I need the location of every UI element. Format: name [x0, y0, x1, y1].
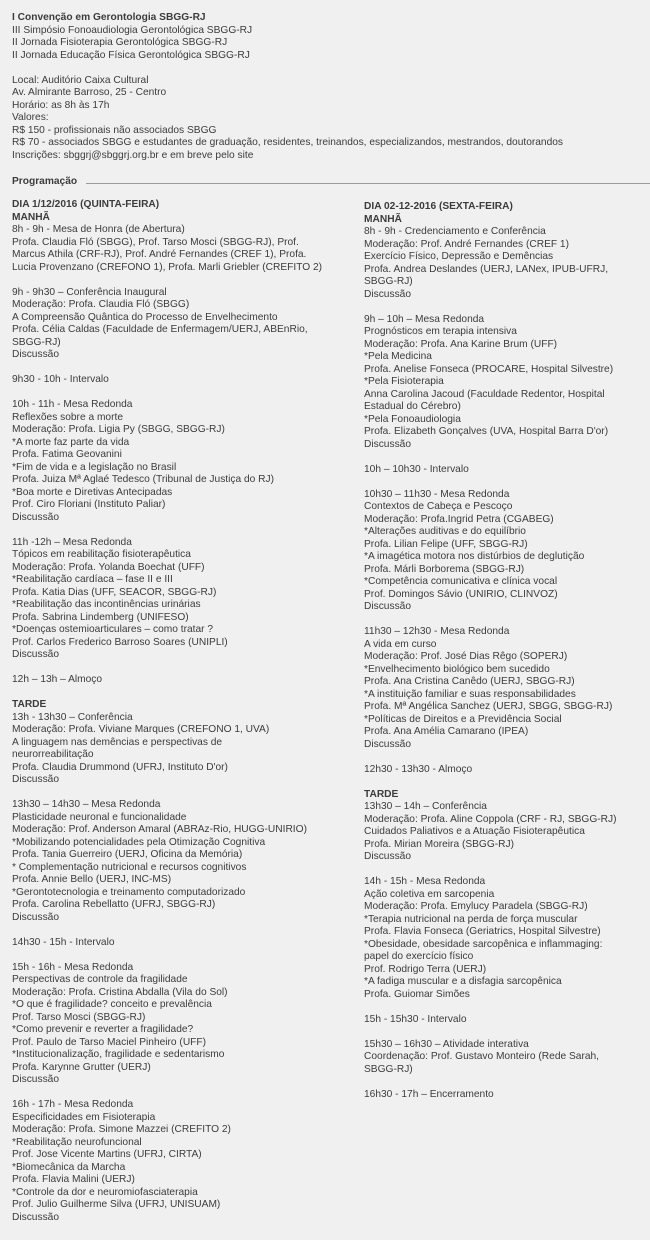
schedule-line: neurorreabilitação: [12, 749, 94, 760]
schedule-line: *Reabilitação cardíaca – fase II e III: [12, 574, 173, 585]
schedule-line: Discussão: [364, 601, 411, 612]
schedule-block: [12, 1099, 352, 1224]
schedule-line: Profa. Juiza Mª Aglaé Tedesco (Tribunal de Justiça do RJ): [12, 474, 274, 485]
spacer: [12, 62, 642, 75]
schedule-line: *A morte faz parte da vida: [12, 436, 130, 448]
schedule-line: *Fim de vida e a legislação no Brasil: [12, 461, 177, 473]
schedule-line: Profa. Annie Bello (UERJ, INC-MS): [12, 874, 172, 885]
schedule-line: Cuidados Paliativos e a Atuação Fisioterapêutica: [364, 826, 585, 837]
schedule-line: *Controle da dor e neuromiofasciaterapia: [12, 1186, 198, 1198]
schedule-line: Profa. Flavia Fonseca (Geriatrics, Hospital Silvestre): [364, 926, 601, 937]
schedule-line: Profa. Carolina Rebellatto (UFRJ, SBGG-RJ): [12, 899, 216, 910]
schedule-line: Moderação: Profa. Yolanda Boechat (UFF): [12, 561, 205, 573]
schedule-line: Prof. Carlos Frederico Barroso Soares (UNIPLI): [12, 636, 228, 648]
schedule-line: Discussão: [364, 288, 411, 300]
schedule-line: 10h30 – 11h30 - Mesa Redonda: [364, 488, 510, 500]
schedule-line: Profa. Guiomar Simões: [364, 988, 470, 1000]
schedule-line: Discussão: [12, 511, 59, 523]
schedule-line: Discussão: [12, 1074, 59, 1085]
schedule-line: Profa. Célia Caldas (Faculdade de Enfermagem/UERJ, ABEnRio,: [12, 324, 308, 335]
schedule-line: Prof. Tarso Mosci (SBGG-RJ): [12, 1011, 146, 1023]
schedule-line: Discussão: [364, 738, 411, 750]
day2-schedule-column: [364, 201, 650, 1114]
schedule-line: *O que é fragilidade? conceito e prevalência: [12, 999, 212, 1010]
schedule-line: Profa. Andrea Deslandes (UERJ, LANex, IPUB-UFRJ,: [364, 263, 609, 275]
schedule-line: *Terapia nutricional na perda de força muscular: [364, 913, 578, 925]
schedule-line: Discussão: [364, 438, 411, 450]
schedule-line: *A fadiga muscular e a disfagia sarcopênica: [364, 976, 562, 987]
programacao-heading-row: [12, 176, 650, 190]
header-line: Av. Almirante Barroso, 25 - Centro: [12, 87, 167, 98]
schedule-line: Perspectivas de controle da fragilidade: [12, 974, 188, 985]
schedule-line: Profa. Tania Guerreiro (UERJ, Oficina da Memória): [12, 849, 243, 860]
header-line: Local: Auditório Caixa Cultural: [12, 74, 149, 86]
schedule-block: [364, 1089, 650, 1102]
schedule-block: [364, 464, 650, 477]
schedule-line: Moderação: Profa.Ingrid Petra (CGABEG): [364, 513, 554, 525]
schedule-line: 16h30 - 17h – Encerramento: [364, 1088, 494, 1100]
schedule-block: [12, 962, 352, 1087]
schedule-line: Profa. Mirian Moreira (SBGG-RJ): [364, 838, 515, 850]
schedule-line: Moderação: Profa. Ana Karine Brum (UFF): [364, 338, 558, 350]
schedule-line: Profa. Katia Dias (UFF, SEACOR, SBGG-RJ): [12, 586, 217, 598]
header-line: Horário: as 8h às 17h: [12, 99, 110, 111]
schedule-line: Prof. Ciro Floriani (Instituto Paliar): [12, 499, 166, 510]
day1-schedule-column: [12, 199, 352, 1237]
schedule-line: Anna Carolina Jacoud (Faculdade Redentor, Hospital: [364, 388, 605, 400]
schedule-block: [12, 937, 352, 950]
schedule-line: Profa. Mª Angélica Sanchez (UERJ, SBGG, SBGG-RJ): [364, 701, 613, 712]
schedule-block: [364, 1014, 650, 1027]
header-line: Inscrições: sbggrj@sbggrj.org.br e em breve pelo site: [12, 149, 254, 161]
schedule-block: [364, 1039, 650, 1077]
schedule-line: Profa. Elizabeth Gonçalves (UVA, Hospital Barra D'or): [364, 426, 609, 437]
schedule-line: Moderação: Profa. Viviane Marques (CREFONO 1, UVA): [12, 724, 270, 735]
schedule-block: [12, 674, 352, 687]
schedule-block: [364, 876, 650, 1001]
schedule-line: Profa. Claudia Fló (SBGG), Prof. Tarso Mosci (SBGG-RJ), Prof.: [12, 236, 299, 248]
schedule-line: *Mobilizando potencialidades pela Otimização Cognitiva: [12, 836, 266, 848]
schedule-block: [364, 314, 650, 452]
schedule-line: Tópicos em reabilitação fisioterapêutica: [12, 549, 191, 560]
schedule-line: Discussão: [364, 851, 411, 862]
schedule-line: Profa. Karynne Grutter (UERJ): [12, 1061, 151, 1073]
schedule-line: Profa. Márli Borborema (SBGG-RJ): [364, 563, 525, 575]
schedule-line: SBGG-RJ): [364, 1063, 413, 1075]
event-title: I Convenção em Gerontologia SBGG-RJ: [12, 12, 206, 23]
schedule-line: *Boa morte e Diretivas Antecipadas: [12, 486, 173, 498]
schedule-line: 16h - 17h - Mesa Redonda: [12, 1099, 134, 1110]
schedule-line: 14h30 - 15h - Intervalo: [12, 936, 115, 948]
schedule-line: 11h -12h – Mesa Redonda: [12, 536, 132, 548]
schedule-block: [364, 764, 650, 777]
schedule-line: SBGG-RJ): [364, 276, 413, 287]
schedule-line: *Como prevenir e reverter a fragilidade?: [12, 1024, 194, 1035]
schedule-line: Discussão: [12, 1211, 59, 1223]
schedule-line: Profa. Ana Cristina Canêdo (UERJ, SBGG-RJ): [364, 676, 575, 687]
schedule-line: Moderação: Profa. Simone Mazzei (CREFITO 2): [12, 1124, 231, 1135]
schedule-line: Profa. Ana Amélia Camarano (IPEA): [364, 726, 529, 737]
schedule-line: Discussão: [12, 911, 59, 923]
schedule-line: *Pela Fisioterapia: [364, 376, 444, 387]
event-header: [12, 12, 642, 162]
schedule-line: Moderação: Prof. Anderson Amaral (ABRAz-Rio, HUGG-UNIRIO): [12, 824, 307, 835]
schedule-line: Marcus Athila (CRF-RJ), Prof. André Fernandes (CREF 1), Profa.: [12, 249, 307, 260]
header-line: II Jornada Educação Física Gerontológica SBGG-RJ: [12, 49, 250, 61]
schedule-line: 15h - 15h30 - Intervalo: [364, 1013, 467, 1025]
schedule-line: Prognósticos em terapia intensiva: [364, 326, 517, 337]
schedule-block: [12, 799, 352, 924]
schedule-block: [12, 374, 352, 387]
header-line: R$ 150 - profissionais não associados SBGG: [12, 124, 217, 136]
schedule-line: *Reabilitação das incontinências urinárias: [12, 599, 201, 610]
schedule-line: 8h - 9h - Mesa de Honra (de Abertura): [12, 224, 185, 235]
schedule-line: Especificidades em Fisioterapia: [12, 1111, 156, 1123]
schedule-line: Moderação: Profa. Cristina Abdalla (Vila do Sol): [12, 986, 228, 998]
schedule-line: A linguagem nas demências e perspectivas de: [12, 736, 223, 748]
schedule-line: *Competência comunicativa e clínica vocal: [364, 576, 558, 587]
schedule-line: 11h30 – 12h30 - Mesa Redonda: [364, 626, 510, 637]
schedule-block: [364, 489, 650, 614]
schedule-line: 14h - 15h - Mesa Redonda: [364, 876, 486, 887]
schedule-line: papel do exercício físico: [364, 951, 474, 962]
schedule-line: Profa. Fatima Geovanini: [12, 449, 122, 460]
schedule-line: *Institucionalização, fragilidade e sedentarismo: [12, 1049, 225, 1060]
schedule-line: A Compreensão Quântica do Processo de Envelhecimento: [12, 311, 278, 323]
schedule-line: 15h - 16h - Mesa Redonda: [12, 961, 134, 973]
schedule-line: 10h – 10h30 - Intervalo: [364, 463, 469, 475]
schedule-line: Contextos de Cabeça e Pescoço: [364, 501, 513, 512]
schedule-block: [12, 699, 352, 787]
schedule-line: Prof. Jose Vicente Martins (UFRJ, CIRTA): [12, 1149, 202, 1160]
schedule-block: [12, 287, 352, 362]
schedule-line: 9h30 - 10h - Intervalo: [12, 374, 109, 385]
schedule-line: * Complementação nutricional e recursos cognitivos: [12, 861, 247, 873]
schedule-line: A vida em curso: [364, 638, 437, 650]
schedule-line: 9h – 10h – Mesa Redonda: [364, 313, 485, 325]
schedule-line: *A imagética motora nos distúrbios de deglutição: [364, 551, 585, 562]
schedule-heading: TARDE: [364, 788, 399, 800]
schedule-line: Coordenação: Prof. Gustavo Monteiro (Rede Sarah,: [364, 1051, 600, 1062]
schedule-line: 10h - 11h - Mesa Redonda: [12, 399, 133, 410]
schedule-line: *Alterações auditivas e do equilíbrio: [364, 526, 526, 537]
schedule-line: 9h - 9h30 – Conferência Inaugural: [12, 286, 167, 298]
schedule-line: 12h30 - 13h30 - Almoço: [364, 763, 473, 775]
schedule-heading: DIA 1/12/2016 (QUINTA-FEIRA): [12, 199, 160, 210]
schedule-line: Reflexões sobre a morte: [12, 411, 123, 423]
schedule-block: [12, 399, 352, 524]
schedule-line: 13h - 13h30 – Conferência: [12, 711, 133, 723]
schedule-line: 13h30 – 14h – Conferência: [364, 801, 487, 812]
schedule-line: Profa. Flavia Malini (UERJ): [12, 1174, 135, 1185]
header-line: III Simpósio Fonoaudiologia Gerontológica SBGG-RJ: [12, 24, 253, 36]
schedule-line: Moderação: Profa. Claudia Fló (SBGG): [12, 299, 190, 310]
schedule-line: Moderação: Prof. André Fernandes (CREF 1): [364, 238, 569, 250]
schedule-line: Moderação: Prof. José Dias Rêgo (SOPERJ): [364, 651, 568, 662]
schedule-heading: MANHÃ: [364, 213, 402, 225]
schedule-line: Prof. Paulo de Tarso Maciel Pinheiro (UFF): [12, 1036, 207, 1048]
schedule-line: Lucia Provenzano (CREFONO 1), Profa. Marli Griebler (CREFITO 2): [12, 261, 323, 273]
schedule-block: [364, 789, 650, 864]
schedule-heading: TARDE: [12, 699, 47, 710]
programacao-title: Programação: [12, 176, 83, 189]
schedule-line: Exercício Físico, Depressão e Demências: [364, 251, 554, 262]
schedule-block: [12, 537, 352, 662]
schedule-line: Prof. Julio Guilherme Silva (UFRJ, UNISUAM): [12, 1199, 221, 1210]
schedule-line: *Políticas de Direitos e a Previdência Social: [364, 713, 562, 725]
header-line: R$ 70 - associados SBGG e estudantes de graduação, residentes, treinandos, especializandos, mestrandos, doutorandos: [12, 137, 564, 148]
schedule-line: Moderação: Profa. Ligia Py (SBGG, SBGG-RJ): [12, 424, 225, 435]
schedule-line: Prof. Rodrigo Terra (UERJ): [364, 963, 487, 975]
schedule-line: 12h – 13h – Almoço: [12, 674, 103, 685]
schedule-line: Prof. Domingos Sávio (UNIRIO, CLINVOZ): [364, 588, 558, 600]
schedule-heading: MANHÃ: [12, 211, 50, 223]
schedule-line: *Envelhecimento biológico bem sucedido: [364, 663, 550, 675]
schedule-line: Moderação: Profa. Aline Coppola (CRF - RJ, SBGG-RJ): [364, 813, 617, 825]
schedule-line: *Gerontotecnologia e treinamento computadorizado: [12, 886, 246, 898]
schedule-line: 8h - 9h - Credenciamento e Conferência: [364, 226, 546, 237]
schedule-line: Estadual do Cérebro): [364, 401, 461, 412]
schedule-line: Discussão: [12, 774, 59, 785]
schedule-line: 15h30 – 16h30 – Atividade interativa: [364, 1038, 529, 1050]
schedule-line: Profa. Anelise Fonseca (PROCARE, Hospital Silvestre): [364, 363, 614, 375]
schedule-line: *Pela Fonoaudiologia: [364, 413, 461, 425]
schedule-line: *Doenças ostemioarticulares – como tratar ?: [12, 624, 214, 635]
schedule-line: *Obesidade, obesidade sarcopênica e inflammaging:: [364, 938, 603, 950]
schedule-block: [364, 201, 650, 301]
header-line: II Jornada Fisioterapia Gerontológica SBGG-RJ: [12, 37, 228, 48]
schedule-line: Moderação: Profa. Emylucy Paradela (SBGG-RJ): [364, 901, 588, 912]
schedule-line: SBGG-RJ): [12, 336, 61, 348]
section-divider: [86, 183, 650, 184]
schedule-block: [12, 199, 352, 274]
schedule-line: *Pela Medicina: [364, 351, 432, 362]
schedule-line: *A instituição familiar e suas responsabilidades: [364, 688, 576, 700]
schedule-line: 13h30 – 14h30 – Mesa Redonda: [12, 799, 161, 810]
schedule-line: Profa. Sabrina Lindemberg (UNIFESO): [12, 611, 189, 623]
schedule-line: Profa. Lilian Felipe (UFF, SBGG-RJ): [364, 538, 528, 550]
schedule-line: Discussão: [12, 649, 59, 660]
schedule-block: [364, 626, 650, 751]
schedule-line: Ação coletiva em sarcopenia: [364, 888, 495, 900]
schedule-line: Discussão: [12, 349, 59, 360]
schedule-line: Profa. Claudia Drummond (UFRJ, Instituto D'or): [12, 761, 228, 773]
schedule-line: *Biomecânica da Marcha: [12, 1161, 126, 1173]
schedule-line: Plasticidade neuronal e funcionalidade: [12, 811, 187, 823]
schedule-heading: DIA 02-12-2016 (SEXTA-FEIRA): [364, 201, 513, 212]
header-line: Valores:: [12, 112, 49, 123]
schedule-line: *Reabilitação neurofuncional: [12, 1136, 142, 1148]
